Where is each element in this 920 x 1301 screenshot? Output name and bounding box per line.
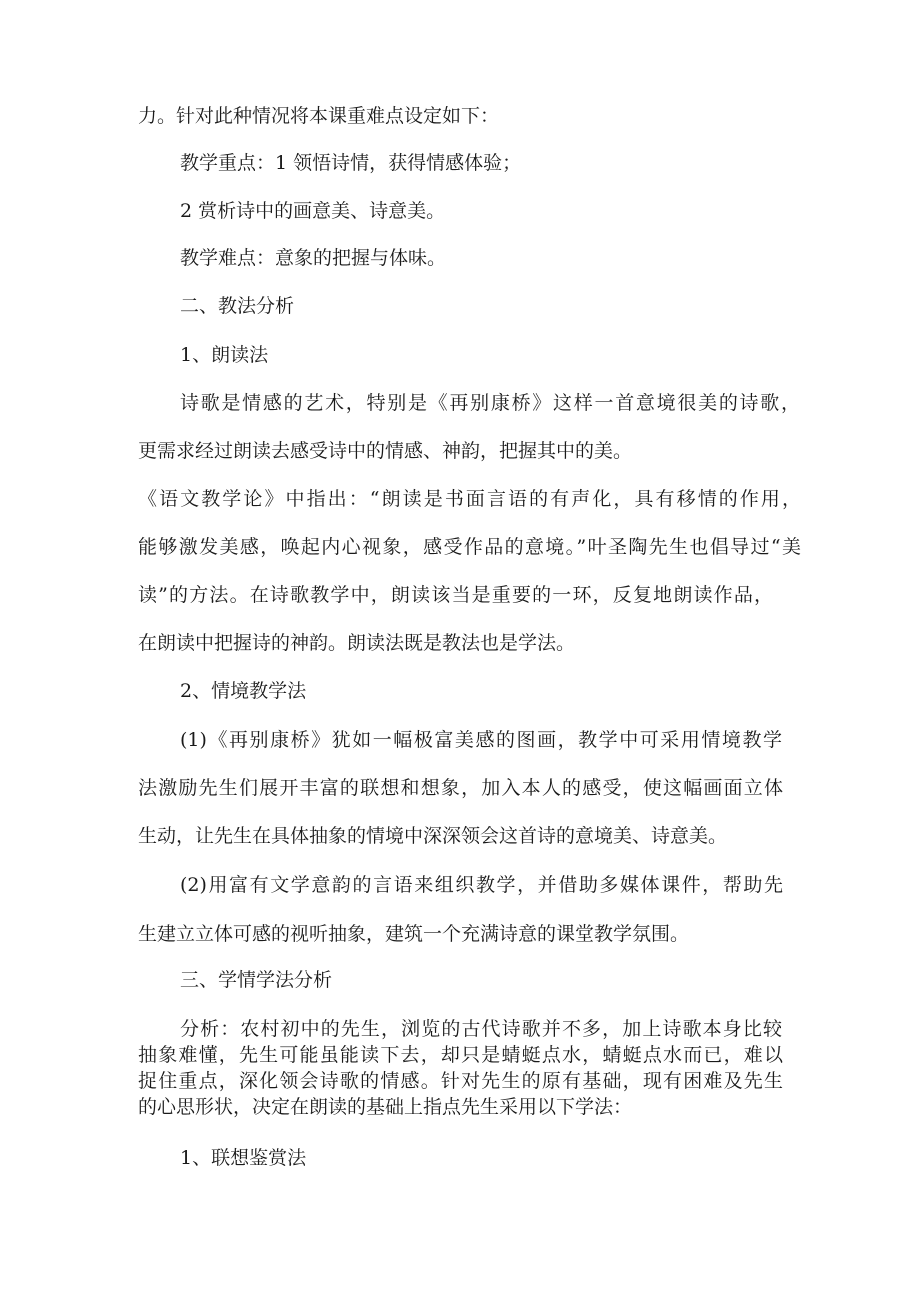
subsection-heading: 1、朗读法 (180, 344, 269, 366)
text-line: 能够激发美感，唤起内心视象，感受作品的意境。”叶圣陶先生也倡导过“美 (138, 536, 801, 558)
text-line: 法激励先生们展开丰富的联想和想象，加入本人的感受，使这幅画面立体 (138, 777, 783, 799)
text-line: 的心思形状，决定在朗读的基础上指点先生采用以下学法： (138, 1096, 633, 1118)
text-line: 捉住重点，深化领会诗歌的情感。针对先生的原有基础，现有困难及先生 (138, 1070, 783, 1092)
text-line: 教学重点：1 领悟诗情，获得情感体验； (180, 152, 522, 174)
text-line: 更需求经过朗读去感受诗中的情感、神韵，把握其中的美。 (138, 440, 633, 462)
text-line: 《语文教学论》中指出：“朗读是书面言语的有声化，具有移情的作用， (138, 488, 801, 510)
text-line: 2 赏析诗中的画意美、诗意美。 (180, 200, 446, 222)
text-line: 诗歌是情感的艺术，特别是《再别康桥》这样一首意境很美的诗歌， (180, 392, 800, 414)
text-line: 力。针对此种情况将本课重难点设定如下： (138, 105, 500, 127)
text-line: (2)用富有文学意韵的言语来组织教学，并借助多媒体课件，帮助先 (180, 874, 783, 896)
subsection-heading: 1、联想鉴赏法 (180, 1147, 307, 1169)
text-line: (1)《再别康桥》犹如一幅极富美感的图画，教学中可采用情境教学 (180, 729, 782, 751)
text-line: 分析：农村初中的先生，浏览的古代诗歌并不多，加上诗歌本身比较 (180, 1018, 782, 1040)
section-heading: 三、学情学法分析 (180, 969, 333, 991)
text-line: 教学难点：意象的把握与体味。 (180, 247, 447, 269)
text-line: 读”的方法。在诗歌教学中，朗读该当是重要的一环，反复地朗读作品， (138, 584, 773, 606)
section-heading: 二、教法分析 (180, 295, 295, 317)
text-line: 生动，让先生在具体抽象的情境中深深领会这首诗的意境美、诗意美。 (138, 825, 728, 847)
text-line: 在朗读中把握诗的神韵。朗读法既是教法也是学法。 (138, 632, 576, 654)
text-line: 抽象难懂，先生可能虽能读下去，却只是蜻蜓点水，蜻蜓点水而已，难以 (138, 1044, 783, 1066)
subsection-heading: 2、情境教学法 (180, 680, 307, 702)
text-line: 生建立立体可感的视听抽象，建筑一个充满诗意的课堂教学氛围。 (138, 923, 690, 945)
